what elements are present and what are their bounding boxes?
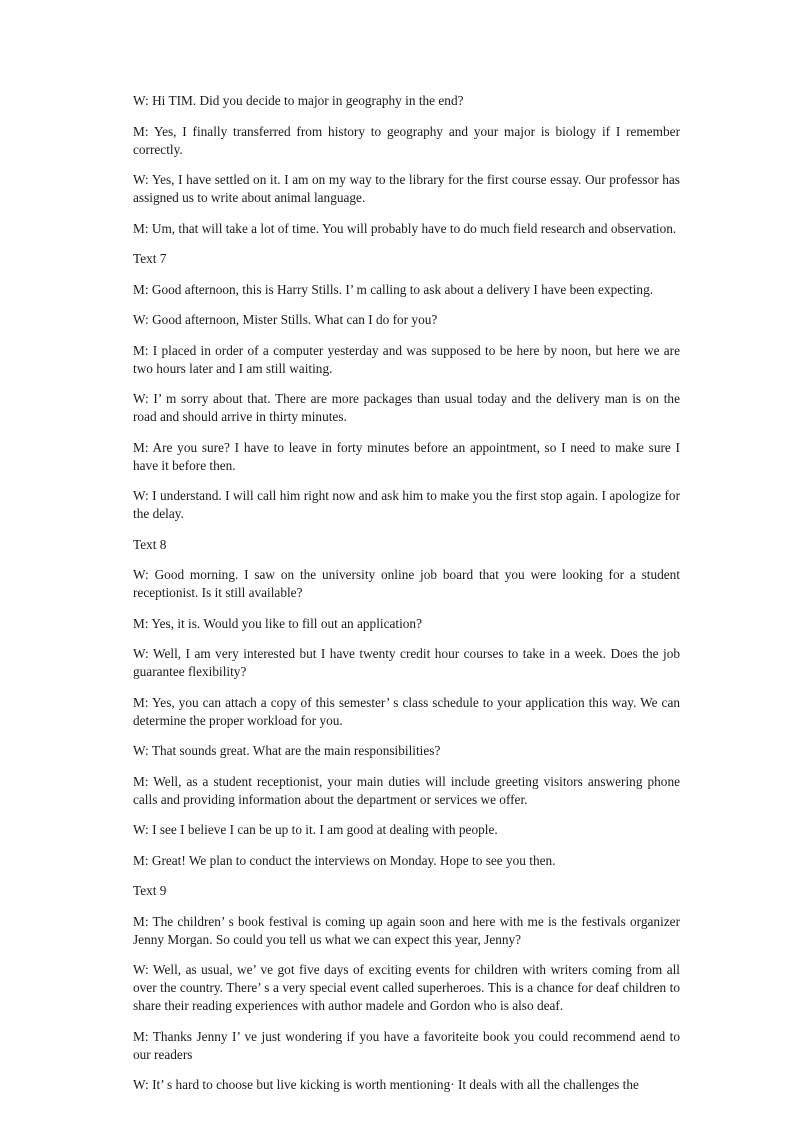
dialogue-line: M: Yes, you can attach a copy of this semester’ s class schedule to your application this way. We can determine the proper workload for you.: [133, 694, 680, 728]
dialogue-line: W: Well, as usual, we’ ve got five days of exciting events for children with writers coming from all over the country. There’ s a very special event called superheroes. This is a chance for deaf children to share their reading experiences with author madele and Gordon who is also deaf.: [133, 962, 680, 1013]
dialogue-line: W: Yes, I have settled on it. I am on my way to the library for the first course essay. Our professor has assigned us to write about animal language.: [133, 172, 680, 205]
dialogue-line: M: I placed in order of a computer yesterday and was supposed to be here by noon, but here we are two hours later and I am still waiting.: [133, 342, 680, 376]
section-heading-text-9: Text 9: [133, 883, 167, 898]
dialogue-line: M: Thanks Jenny I’ ve just wondering if you have a favoriteite book you could recommend aend to our readers: [133, 1028, 680, 1062]
section-heading-text-8: Text 8: [133, 536, 167, 552]
dialogue-line: M: Great! We plan to conduct the interviews on Monday. Hope to see you then.: [133, 852, 556, 868]
dialogue-line: W: It’ s hard to choose but live kicking is worth mentioning· It deals with all the challenges the: [133, 1077, 639, 1092]
dialogue-line: W: Good morning. I saw on the university online job board that you were looking for a student receptionist. Is it still available?: [133, 567, 680, 600]
dialogue-line: M: The children’ s book festival is coming up again soon and here with me is the festivals organizer Jenny Morgan. So could you tell us what we can expect this year, Jenny?: [133, 913, 680, 947]
section-heading-text-7: Text 7: [133, 251, 167, 266]
dialogue-line: W: I see I believe I can be up to it. I am good at dealing with people.: [133, 822, 498, 837]
dialogue-line: M: Yes, I finally transferred from history to geography and your major is biology if I remember correctly.: [133, 123, 680, 157]
dialogue-line: W: Well, I am very interested but I have twenty credit hour courses to take in a week. Does the job guarantee flexibility?: [133, 646, 680, 679]
dialogue-line: W: Hi TIM. Did you decide to major in geography in the end?: [133, 93, 464, 108]
dialogue-line: W: I’ m sorry about that. There are more packages than usual today and the delivery man is on the road and should arrive in thirty minutes.: [133, 391, 680, 424]
dialogue-line: W: I understand. I will call him right now and ask him to make you the first stop again. I apologize for the delay.: [133, 488, 680, 521]
dialogue-line: W: That sounds great. What are the main responsibilities?: [133, 743, 441, 758]
dialogue-line: M: Yes, it is. Would you like to fill out an application?: [133, 615, 422, 631]
dialogue-line: M: Good afternoon, this is Harry Stills. I’ m calling to ask about a delivery I have been expecting.: [133, 281, 654, 297]
dialogue-line: M: Are you sure? I have to leave in forty minutes before an appointment, so I need to make sure I have it before then.: [133, 439, 680, 473]
dialogue-line: W: Good afternoon, Mister Stills. What can I do for you?: [133, 312, 438, 327]
dialogue-line: M: Well, as a student receptionist, your main duties will include greeting visitors answering phone calls and providing information about the department or services we offer.: [133, 773, 680, 807]
transcript-body: [133, 92, 680, 1107]
dialogue-line: M: Um, that will take a lot of time. You will probably have to do much field research and observation.: [133, 220, 677, 236]
